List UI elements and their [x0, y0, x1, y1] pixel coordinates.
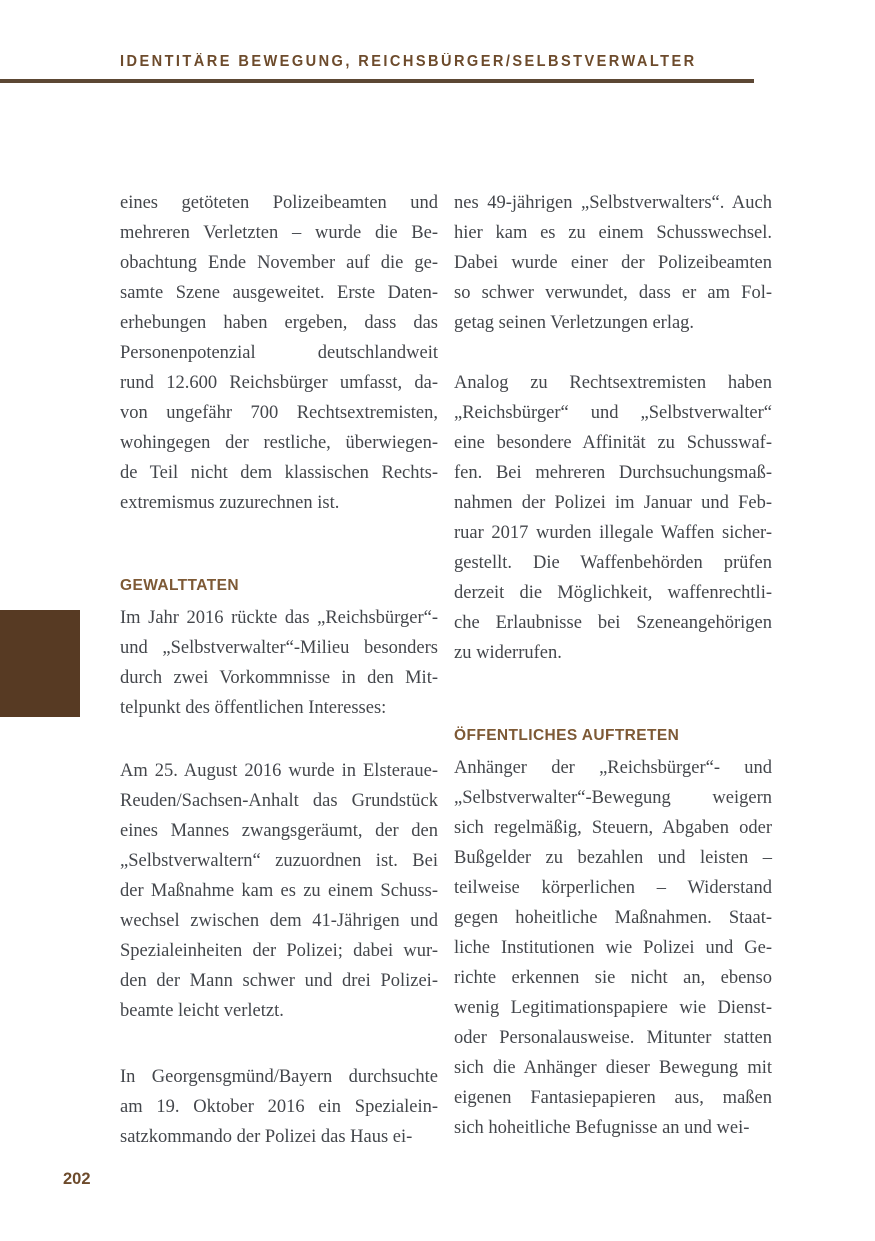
- page-number: 202: [63, 1170, 91, 1188]
- paragraph: Analog zu Rechtsextremisten haben „Reichsbürger“ und „Selbstverwalter“ eine besondere Affinität zu Schusswaf- fen. Bei mehreren Durchsuchungsmaß- nahmen der Polizei im Januar und Feb- ruar 2017 wurden illegale Waffen sicher- gestellt. Die Waffenbehörden prüfen derzeit die Möglichkeit, waffenrechtli- che Erlaubnisse bei Szeneangehörigen zu widerrufen.: [454, 373, 772, 663]
- paragraph: Im Jahr 2016 rückte das „Reichsbürger“- und „Selbstverwalter“-Milieu besonders durch zwei Vorkommnisse in den Mit- telpunkt des öffentlichen Interesses:: [120, 608, 438, 718]
- section-heading-gewalttaten: GEWALTTATEN: [120, 577, 239, 594]
- left-column: [120, 188, 438, 1152]
- section-heading-oeffentliches-auftreten: ÖFFENTLICHES AUFTRETEN: [454, 727, 680, 744]
- paragraph: nes 49-jährigen „Selbstverwalters“. Auch hier kam es zu einem Schusswechsel. Dabei wurde einer der Polizeibeamten so schwer verwundet, dass er am Fol- getag seinen Verletzungen erlag.: [454, 193, 772, 333]
- paragraph: In Georgensgmünd/Bayern durchsuchte am 19. Oktober 2016 ein Spezialein- satzkommando der Polizei das Haus ei-: [120, 1067, 438, 1147]
- paragraph: Am 25. August 2016 wurde in Elsteraue- Reuden/Sachsen-Anhalt das Grundstück eines Mannes zwangsgeräumt, der den „Selbstverwaltern“ zuzuordnen ist. Bei der Maßnahme kam es zu einem Schuss- wechsel zwischen dem 41-Jährigen und Spezialeinheiten der Polizei; dabei wur- den der Mann schwer und drei Polizei- beamte leicht verletzt.: [120, 761, 438, 1021]
- paragraph: eines getöteten Polizeibeamten und mehreren Verletzten – wurde die Be- obachtung Ende November auf die ge- samte Szene ausgeweitet. Erste Daten- erhebungen haben ergeben, dass das Personenpotenzial deutschlandweit rund 12.600 Reichsbürger umfasst, da- von ungefähr 700 Rechtsextremisten, wohingegen der restliche, überwiegen- de Teil nicht dem klassischen Rechts- extremismus zuzurechnen ist.: [120, 193, 438, 513]
- running-header-title: IDENTITÄRE BEWEGUNG, REICHSBÜRGER/SELBSTVERWALTER: [120, 53, 697, 70]
- paragraph: Anhänger der „Reichsbürger“- und „Selbstverwalter“-Bewegung weigern sich regelmäßig, Steuern, Abgaben oder Bußgelder zu bezahlen und leisten – teilweise körperlichen – Widerstand gegen hoheitliche Maßnahmen. Staat- liche Institutionen wie Polizei und Ge- richte erkennen sie nicht an, ebenso wenig Legitimationspapiere wie Dienst- oder Personalausweise. Mitunter statten sich die Anhänger dieser Bewegung mit eigenen Fantasiepapieren aus, maßen sich hoheitliche Befugnisse an und wei-: [454, 758, 772, 1138]
- right-column: [454, 188, 772, 1143]
- header-rule: [0, 79, 754, 83]
- chapter-tab-marker: [0, 610, 80, 717]
